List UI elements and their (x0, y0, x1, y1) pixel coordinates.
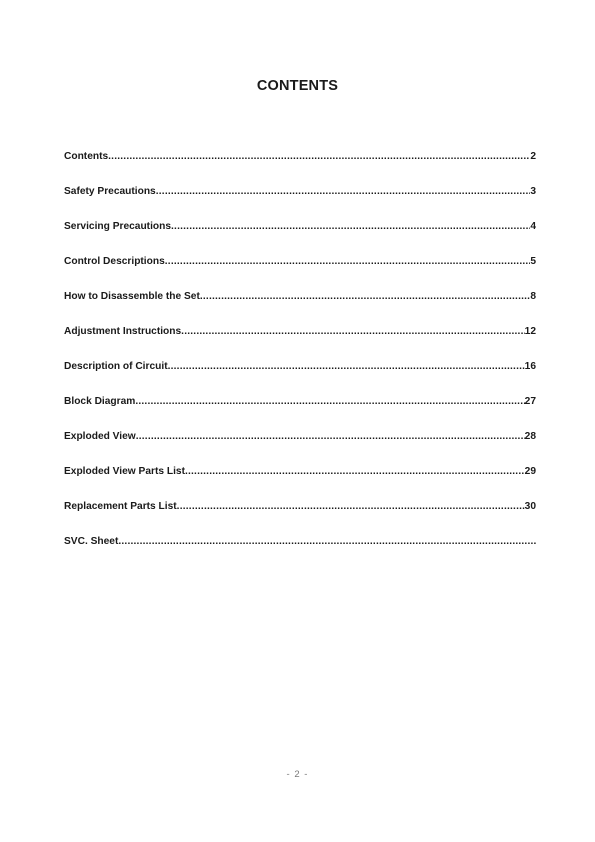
toc-entry[interactable] (64, 431, 536, 466)
toc-dot-leader (118, 536, 536, 547)
toc-entry-page: 4 (530, 221, 536, 232)
toc-entry-page: 28 (524, 431, 536, 442)
toc-entry[interactable] (64, 536, 536, 571)
toc-dot-leader (181, 326, 524, 337)
toc-entry-label: Contents (64, 151, 109, 162)
toc-entry-label: Safety Precautions (64, 186, 156, 197)
toc-entry[interactable] (64, 151, 536, 186)
toc-entry-page: 3 (530, 186, 536, 197)
toc-entry-page: 8 (530, 291, 536, 302)
toc-entry-label: Exploded View Parts List (64, 466, 185, 477)
toc-dot-leader (136, 431, 525, 442)
toc-entry-label: Block Diagram (64, 396, 136, 407)
table-of-contents (64, 151, 536, 571)
toc-dot-leader (156, 186, 531, 197)
toc-entry[interactable] (64, 466, 536, 501)
toc-entry-label: Replacement Parts List (64, 501, 177, 512)
toc-dot-leader (177, 501, 525, 512)
toc-entry-page: 27 (524, 396, 536, 407)
toc-dot-leader (165, 256, 531, 267)
toc-entry[interactable] (64, 221, 536, 256)
toc-entry[interactable] (64, 396, 536, 431)
toc-entry-label: Description of Circuit (64, 361, 168, 372)
toc-entry[interactable] (64, 291, 536, 326)
toc-dot-leader (185, 466, 525, 477)
toc-entry-label: Servicing Precautions (64, 221, 172, 232)
toc-entry[interactable] (64, 326, 536, 361)
toc-entry-page: 5 (530, 256, 536, 267)
toc-dot-leader (168, 361, 525, 372)
page-number: - 2 - (286, 769, 309, 780)
toc-entry[interactable] (64, 501, 536, 536)
toc-entry-page: 12 (524, 326, 536, 337)
toc-entry[interactable] (64, 256, 536, 291)
toc-entry-page: 16 (524, 361, 536, 372)
page-title: CONTENTS (256, 78, 339, 94)
toc-dot-leader (135, 396, 524, 407)
toc-entry-label: SVC. Sheet (64, 536, 119, 547)
toc-entry-page: 2 (530, 151, 536, 162)
toc-entry[interactable] (64, 361, 536, 396)
toc-entry[interactable] (64, 186, 536, 221)
toc-entry-page: 30 (524, 501, 536, 512)
toc-entry-label: Adjustment Instructions (64, 326, 182, 337)
toc-entry-page: 29 (524, 466, 536, 477)
toc-dot-leader (200, 291, 530, 302)
toc-dot-leader (108, 151, 530, 162)
toc-entry-label: Exploded View (64, 431, 136, 442)
toc-entry-label: Control Descriptions (64, 256, 165, 267)
toc-dot-leader (171, 221, 530, 232)
toc-entry-label: How to Disassemble the Set (64, 291, 200, 302)
